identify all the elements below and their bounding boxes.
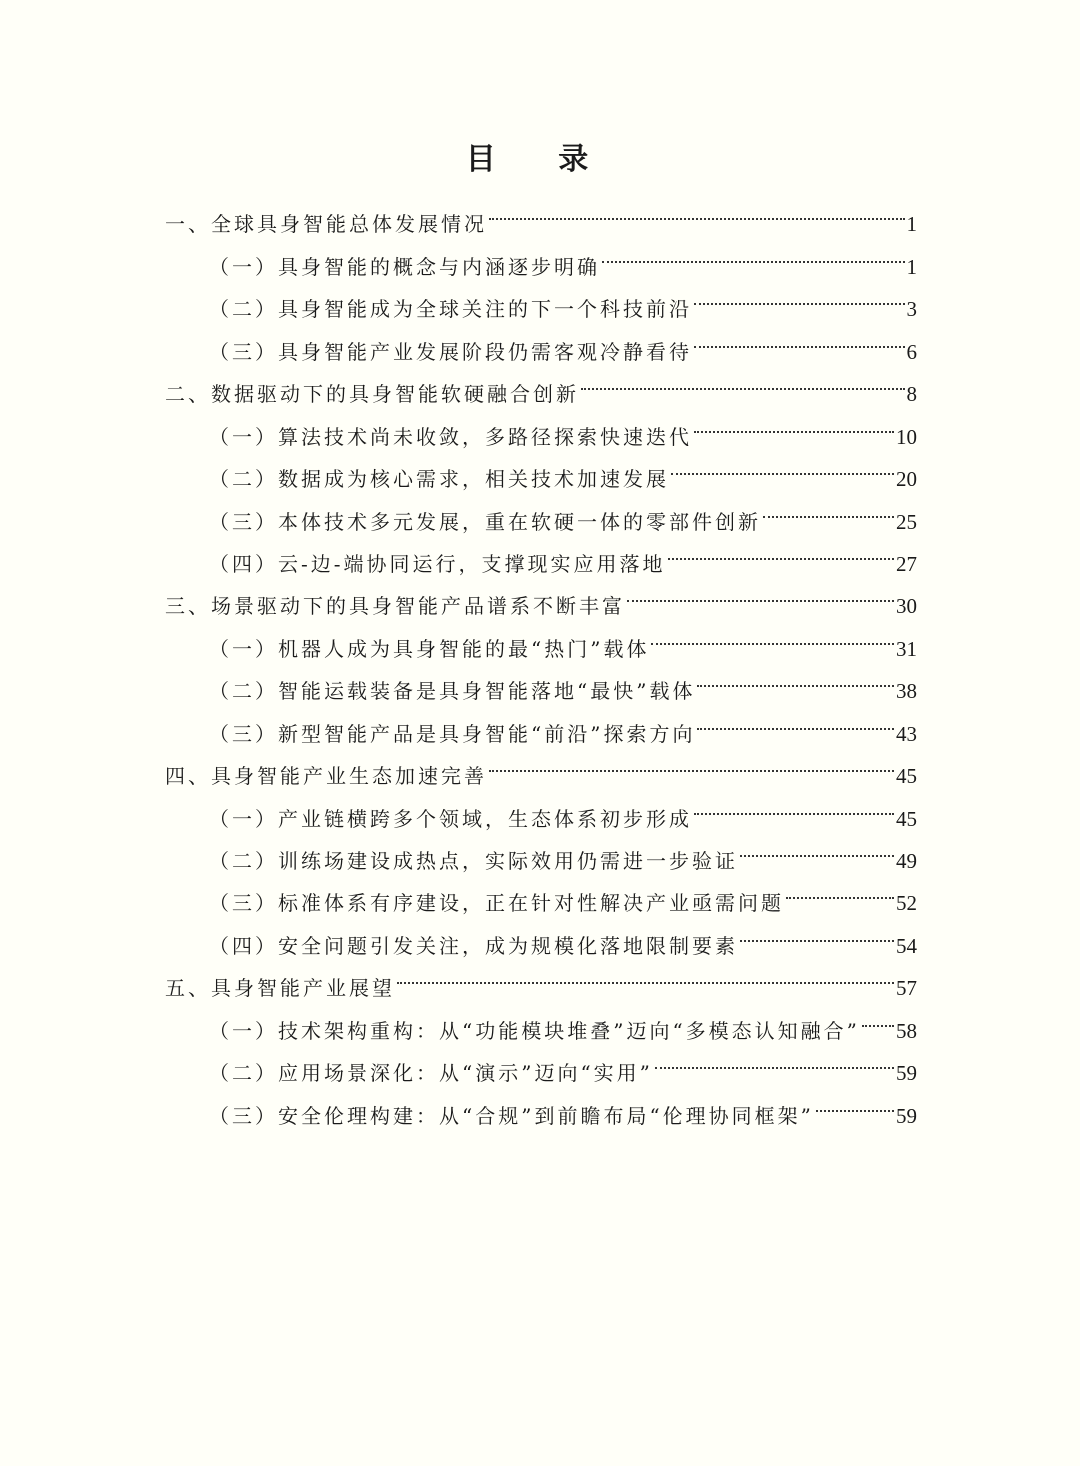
toc-entry-label: 五、具身智能产业展望 — [165, 976, 395, 1001]
toc-entry-label: 二、数据驱动下的具身智能软硬融合创新 — [165, 382, 579, 407]
toc-entry-label: （二）应用场景深化：从“演示”迈向“实用” — [209, 1061, 653, 1086]
toc-entry-label: （一）具身智能的概念与内涵逐步明确 — [209, 254, 600, 279]
toc-page-number: 59 — [896, 1061, 917, 1086]
dot-leader — [671, 444, 894, 486]
dot-leader — [489, 189, 905, 231]
toc-page-number: 1 — [906, 212, 917, 237]
toc-entry-label: （二）智能运载装备是具身智能落地“最快”载体 — [209, 679, 696, 704]
toc-entry-label: （二）训练场建设成热点，实际效用仍需进一步验证 — [209, 849, 738, 873]
toc-page-number: 10 — [896, 424, 917, 449]
toc-entry-label: （四）安全问题引发关注，成为规模化落地限制要素 — [209, 933, 738, 958]
toc-page-number: 58 — [896, 1018, 917, 1043]
dot-leader — [397, 953, 894, 995]
toc-page-number: 45 — [896, 806, 917, 831]
dot-leader — [694, 316, 905, 358]
toc-page-number: 57 — [896, 976, 917, 1001]
toc-page-number: 31 — [896, 636, 917, 661]
toc-page-number: 52 — [896, 891, 917, 916]
toc-entry-label: （一）技术架构重构：从“功能模块堆叠”迈向“多模态认知融合” — [209, 1018, 860, 1043]
dot-leader — [627, 571, 894, 613]
toc-page-number: 45 — [896, 764, 917, 789]
toc-page-number: 20 — [896, 467, 917, 492]
toc-page-number: 3 — [906, 297, 917, 322]
toc-entry-label: （三）安全伦理构建：从“合规”到前瞻布局“伦理协同框架” — [209, 1103, 814, 1128]
toc-page-number: 59 — [896, 1103, 917, 1128]
toc-entry-label: （三）具身智能产业发展阶段仍需客观冷静看待 — [209, 339, 692, 364]
toc-entry-label: （三）标准体系有序建设，正在针对性解决产业亟需问题 — [209, 891, 784, 916]
toc-page-number: 43 — [896, 721, 917, 746]
toc-entry-label: （一）产业链横跨多个领域，生态体系初步形成 — [209, 806, 692, 831]
toc-entry-label: （一）算法技术尚未收敛，多路径探索快速迭代 — [209, 424, 692, 449]
toc-entry-label: 三、场景驱动下的具身智能产品谱系不断丰富 — [165, 594, 625, 619]
dot-leader — [816, 1080, 894, 1122]
dot-leader — [740, 910, 894, 952]
dot-leader — [602, 231, 905, 273]
toc-entry-label: （四）云-边-端协同运行，支撑现实应用落地 — [209, 551, 666, 576]
toc-page-number: 6 — [906, 339, 917, 364]
toc-chapter-entry[interactable] — [165, 189, 917, 237]
toc-entry-label: （二）数据成为核心需求，相关技术加速发展 — [209, 467, 669, 492]
toc-entry-label: 一、全球具身智能总体发展情况 — [165, 212, 487, 237]
toc-entry-label: （三）新型智能产品是具身智能“前沿”探索方向 — [209, 721, 696, 746]
dot-leader — [694, 783, 894, 825]
toc-entry-label: 四、具身智能产业生态加速完善 — [165, 764, 487, 789]
dot-leader — [694, 274, 905, 316]
dot-leader — [668, 529, 894, 571]
toc-page-number: 38 — [896, 679, 917, 704]
toc-page-number: 54 — [896, 933, 917, 958]
toc-page-number: 8 — [906, 382, 917, 407]
dot-leader — [581, 359, 905, 401]
dot-leader — [697, 698, 894, 740]
table-of-contents — [165, 189, 917, 1128]
toc-page-number: 27 — [896, 551, 917, 576]
dot-leader — [697, 656, 894, 698]
toc-entry-label: （三）本体技术多元发展，重在软硬一体的零部件创新 — [209, 509, 761, 534]
dot-leader — [694, 401, 894, 443]
dot-leader — [786, 868, 894, 910]
dot-leader — [763, 486, 894, 528]
toc-page-number: 1 — [906, 254, 917, 279]
toc-entry-label: （二）具身智能成为全球关注的下一个科技前沿 — [209, 297, 692, 322]
dot-leader — [655, 1038, 894, 1080]
dot-leader — [862, 995, 894, 1037]
dot-leader — [740, 826, 894, 868]
toc-page-number: 49 — [896, 849, 917, 873]
toc-page-number: 30 — [896, 594, 917, 619]
page-title: 目 录 — [465, 142, 615, 177]
dot-leader — [651, 613, 894, 655]
toc-page-number: 25 — [896, 509, 917, 534]
dot-leader — [489, 741, 894, 783]
toc-entry-label: （一）机器人成为具身智能的最“热门”载体 — [209, 636, 650, 661]
